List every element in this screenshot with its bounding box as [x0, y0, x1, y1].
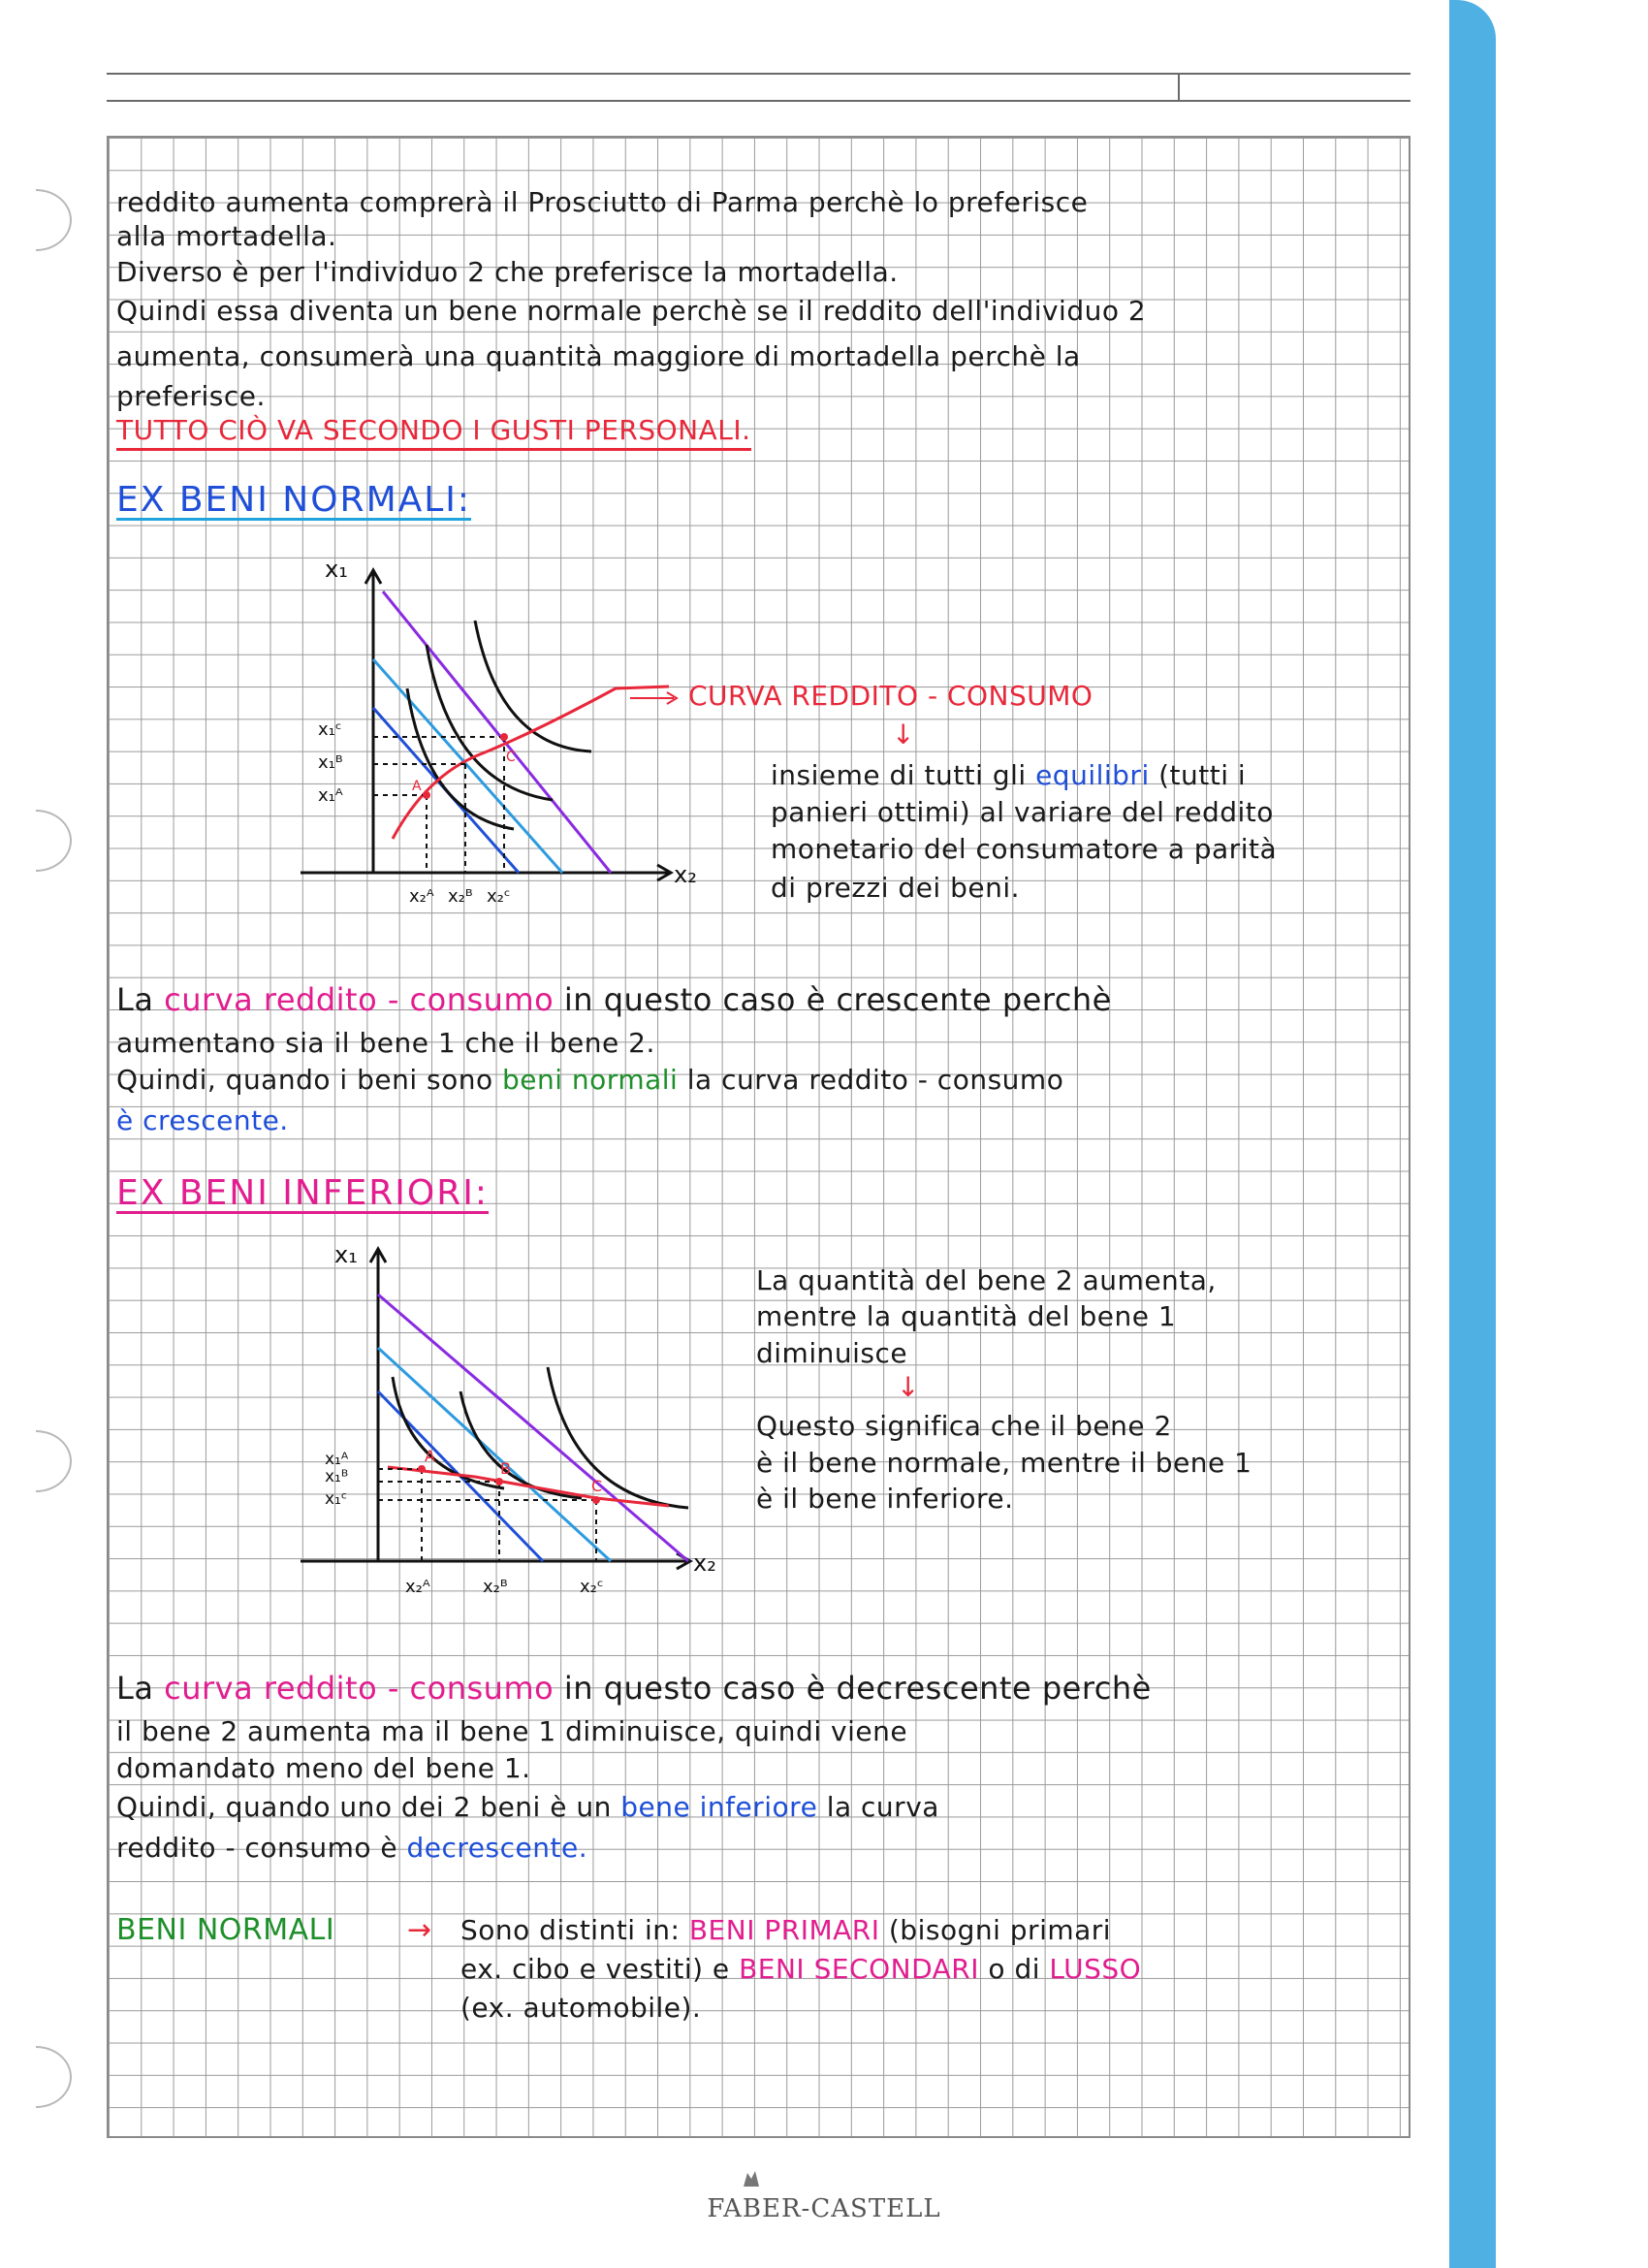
right-arrow-icon: → — [407, 1913, 432, 1947]
x-axis-label: x₂ — [674, 861, 697, 888]
equilibrium-point-c — [500, 733, 508, 741]
tick-y-b: x₁ᴮ — [325, 1467, 349, 1486]
inferior-conclusion-line4: Quindi, quando uno dei 2 beni è un bene inferiore la curva — [116, 1791, 939, 1823]
tick-x-a: x₂ᴬ — [405, 1577, 430, 1597]
graph-beni-normali — [281, 553, 708, 921]
inferior-conclusion-line5: reddito - consumo è decrescente. — [116, 1832, 588, 1864]
x-axis-label: x₂ — [693, 1549, 716, 1577]
heading-beni-inferiori: EX BENI INFERIORI: — [116, 1173, 490, 1213]
faber-castell-knights-icon — [742, 2167, 761, 2188]
equilibrium-point-b — [495, 1478, 503, 1485]
curve-explanation-line2: panieri ottimi) al variare del reddito — [771, 796, 1274, 828]
curve-explanation-line1: insieme di tutti gli equilibri (tutti i — [771, 759, 1247, 791]
tick-y-b: x₁ᴮ — [318, 752, 343, 773]
binder-hole — [0, 1430, 72, 1492]
normal-conclusion-line3: Quindi, quando i beni sono beni normali la curva reddito - consumo — [116, 1064, 1064, 1096]
header-line-top — [107, 73, 1410, 75]
y-axis-label: x₁ — [334, 1241, 358, 1268]
text-line: aumenta, consumerà una quantità maggiore di mortadella perchè la — [116, 340, 1081, 372]
tick-y-a: x₁ᴬ — [325, 1450, 349, 1469]
tick-x-b: x₂ᴮ — [448, 886, 473, 907]
text-line: Diverso è per l'individuo 2 che preferisce la mortadella. — [116, 256, 899, 288]
normal-conclusion-line4: è crescente. — [116, 1104, 289, 1136]
tick-y-c: x₁ᶜ — [325, 1489, 348, 1509]
y-axis-label: x₁ — [325, 556, 348, 583]
graph-beni-inferiori — [301, 1231, 746, 1619]
inferior-text-line3: diminuisce — [756, 1337, 908, 1369]
normal-conclusion-line2: aumentano sia il bene 1 che il bene 2. — [116, 1027, 655, 1059]
inferior-meaning-line2: è il bene normale, mentre il bene 1 — [756, 1447, 1252, 1479]
binder-hole — [0, 189, 72, 251]
tick-x-a: x₂ᴬ — [409, 886, 434, 907]
binder-hole — [0, 810, 72, 872]
tick-x-b: x₂ᴮ — [483, 1577, 508, 1597]
inferior-conclusion-line1: La curva reddito - consumo in questo caso è decrescente perchè — [116, 1670, 1152, 1707]
point-label-a: A — [412, 779, 422, 794]
text-line: Quindi essa diventa un bene normale perchè se il reddito dell'individuo 2 — [116, 295, 1147, 327]
page-tab-band — [1449, 0, 1496, 2268]
point-label-a: A — [425, 1447, 435, 1465]
down-arrow-icon: ↓ — [892, 719, 915, 751]
tick-y-a: x₁ᴬ — [318, 785, 343, 806]
indifference-curve-a — [393, 1377, 504, 1488]
normal-conclusion-line1: La curva reddito - consumo in questo caso è crescente perchè — [116, 981, 1112, 1018]
footer-note-line3: (ex. automobile). — [460, 1992, 702, 2024]
equilibrium-point-a — [423, 791, 430, 799]
header-line-bottom — [107, 100, 1410, 102]
indifference-curve-c — [548, 1367, 688, 1508]
heading-beni-normali: EX BENI NORMALI: — [116, 480, 472, 520]
point-label-c: C — [591, 1477, 603, 1495]
down-arrow-icon: ↓ — [897, 1371, 920, 1403]
budget-line-blue — [373, 659, 562, 873]
point-label-b: B — [500, 1459, 511, 1478]
note-personal-taste: TUTTO CIÒ VA SECONDO I GUSTI PERSONALI. — [116, 415, 751, 451]
inferior-conclusion-line2: il bene 2 aumenta ma il bene 1 diminuisce, quindi viene — [116, 1715, 908, 1747]
curve-explanation-line4: di prezzi dei beni. — [771, 872, 1021, 904]
text-line: preferisce. — [116, 380, 266, 412]
binder-hole — [0, 2046, 72, 2108]
curve-explanation-line3: monetario del consumatore a parità — [771, 833, 1278, 865]
inferior-text-line2: mentre la quantità del bene 1 — [756, 1300, 1177, 1332]
inferior-text-line1: La quantità del bene 2 aumenta, — [756, 1264, 1217, 1296]
budget-line-blue — [378, 1348, 611, 1561]
footer-note-line1: Sono distinti in: BENI PRIMARI (bisogni primari — [460, 1914, 1112, 1946]
equilibrium-point-c — [592, 1496, 600, 1504]
budget-line-purple — [378, 1294, 688, 1561]
inferior-conclusion-line3: domandato meno del bene 1. — [116, 1752, 531, 1784]
curve-label: CURVA REDDITO - CONSUMO — [688, 680, 1093, 712]
point-label-c: C — [506, 750, 516, 765]
equilibrium-point-a — [418, 1465, 426, 1473]
inferior-meaning-line1: Questo significa che il bene 2 — [756, 1410, 1172, 1442]
inferior-meaning-line3: è il bene inferiore. — [756, 1483, 1014, 1515]
income-consumption-curve — [393, 687, 669, 839]
beni-normali-label: BENI NORMALI — [116, 1913, 335, 1947]
tick-x-c: x₂ᶜ — [580, 1577, 604, 1597]
tick-x-c: x₂ᶜ — [487, 886, 511, 907]
brand-name: FABER-CASTELL — [707, 2194, 941, 2223]
header-separator — [1178, 73, 1180, 100]
text-line: alla mortadella. — [116, 220, 337, 252]
tick-y-c: x₁ᶜ — [318, 719, 342, 740]
footer-note-line2: ex. cibo e vestiti) e BENI SECONDARI o di LUSSO — [460, 1953, 1142, 1985]
text-line: reddito aumenta comprerà il Prosciutto di Parma perchè lo preferisce — [116, 186, 1089, 218]
